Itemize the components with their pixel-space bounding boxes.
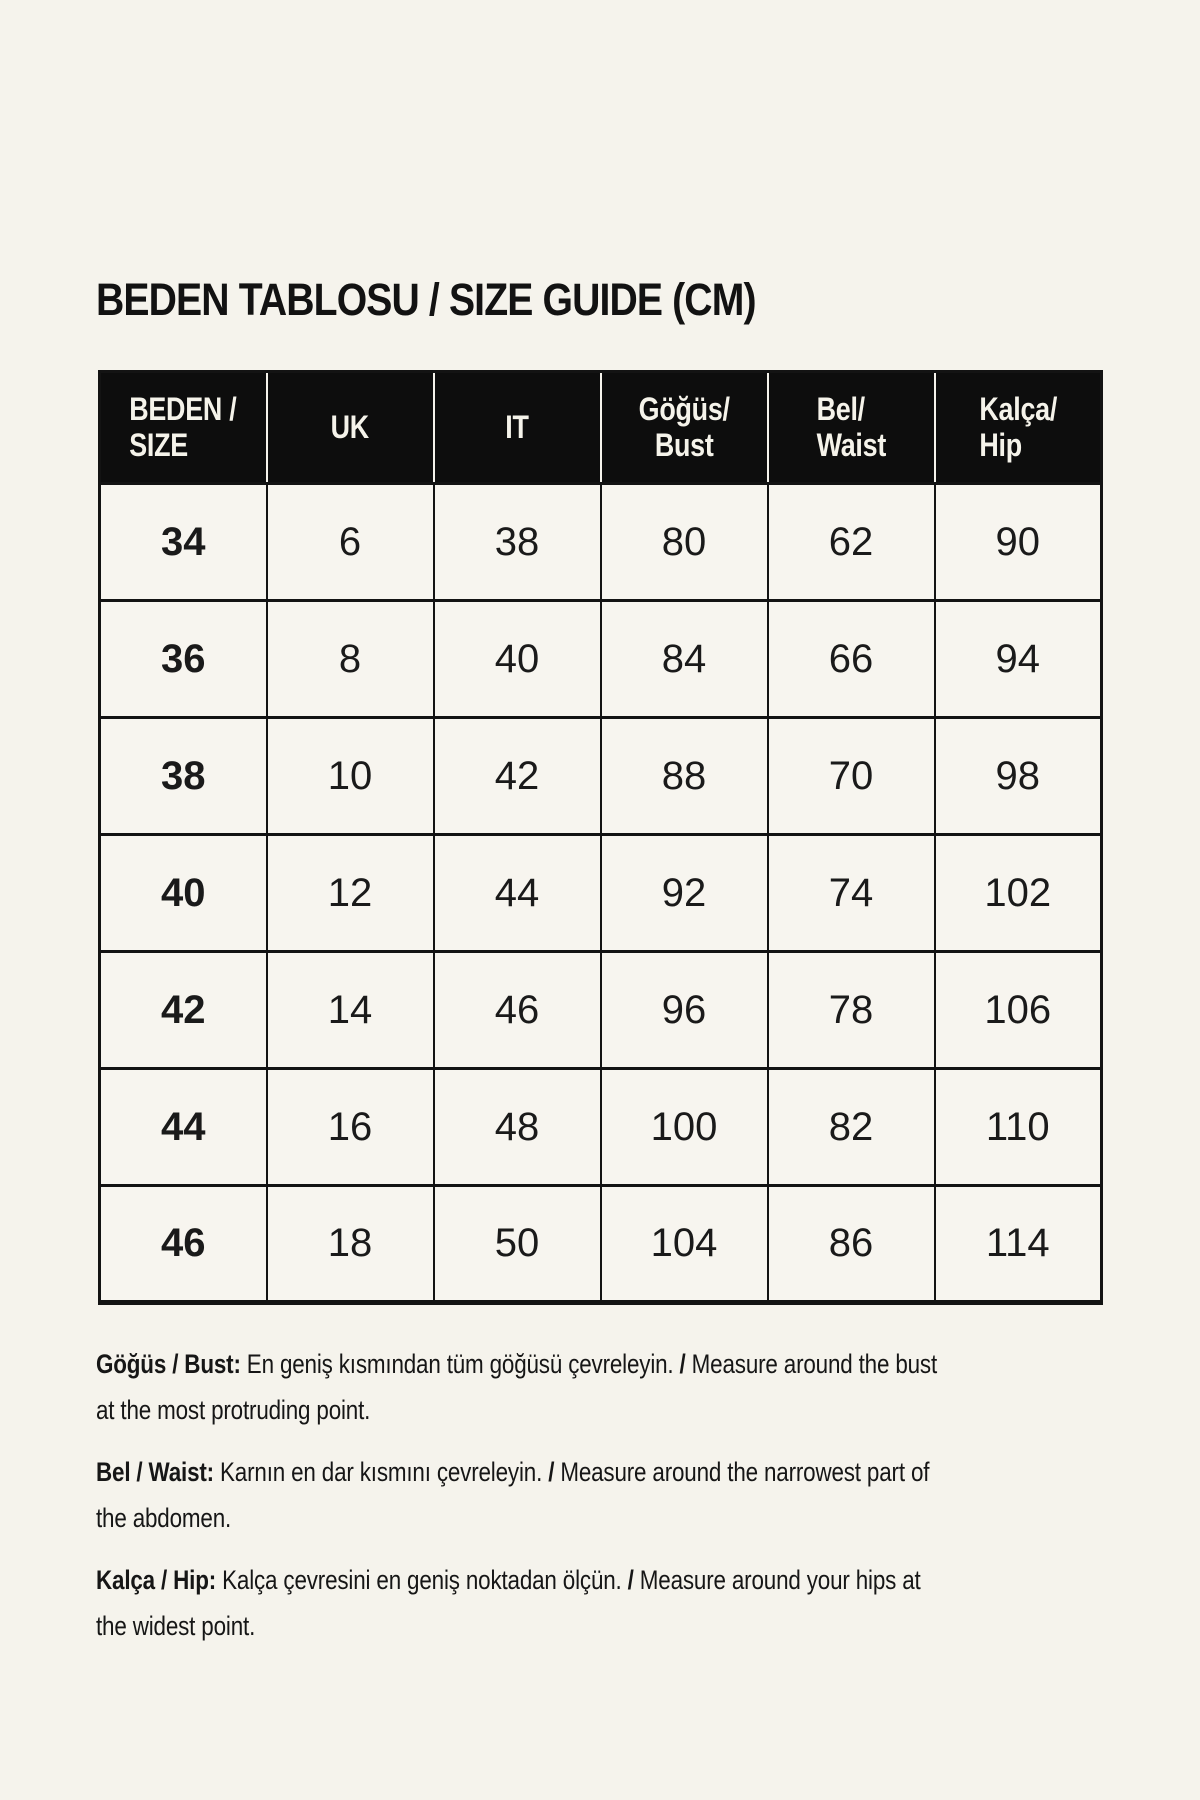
size-cell: 34 (100, 484, 267, 601)
value-cell: 6 (267, 484, 434, 601)
note-slash: / (548, 1457, 555, 1487)
note-slash: / (679, 1349, 686, 1379)
value-cell: 18 (267, 1186, 434, 1303)
note-text-tr: Karnın en dar kısmını çevreleyin. (213, 1457, 549, 1487)
table-row (100, 718, 1102, 835)
table-row (100, 835, 1102, 952)
col-header-hip (935, 372, 1102, 484)
size-guide-table (98, 370, 1103, 1305)
table-row (100, 601, 1102, 718)
size-cell: 46 (100, 1186, 267, 1303)
note-slash: / (627, 1565, 634, 1595)
value-cell: 70 (768, 718, 935, 835)
value-cell: 38 (434, 484, 601, 601)
value-cell: 50 (434, 1186, 601, 1303)
header-line: Bust (654, 427, 714, 463)
value-cell: 14 (267, 952, 434, 1069)
note-text-tr: Kalça çevresini en geniş noktadan ölçün. (216, 1565, 628, 1595)
value-cell: 102 (935, 835, 1102, 952)
header-line: Hip (978, 427, 1022, 463)
value-cell: 16 (267, 1069, 434, 1186)
col-header-beden-size (100, 372, 267, 484)
note-text-en: Measure around the narrowest part of (554, 1457, 930, 1487)
value-cell: 86 (768, 1186, 935, 1303)
note-label: Kalça / Hip: (96, 1565, 217, 1595)
note-line (96, 1449, 976, 1495)
header-line: Kalça/ (978, 391, 1057, 427)
value-cell: 100 (601, 1069, 768, 1186)
table-header (100, 372, 1102, 484)
header-line: Waist (816, 427, 886, 463)
value-cell: 10 (267, 718, 434, 835)
table-row (100, 952, 1102, 1069)
note-line (96, 1341, 976, 1387)
note-text-en: Measure around your hips at (633, 1565, 921, 1595)
table-row (100, 1186, 1102, 1303)
size-cell: 38 (100, 718, 267, 835)
value-cell: 92 (601, 835, 768, 952)
note-line (96, 1557, 976, 1603)
value-cell: 96 (601, 952, 768, 1069)
size-cell: 44 (100, 1069, 267, 1186)
table-body (100, 484, 1102, 1303)
header-line: IT (505, 409, 529, 445)
note-line: the widest point. (96, 1611, 256, 1641)
page-title: BEDEN TABLOSU / SIZE GUIDE (CM) (96, 274, 756, 325)
header-row (100, 372, 1102, 484)
value-cell: 8 (267, 601, 434, 718)
note-text-en: Measure around the bust (685, 1349, 938, 1379)
note-bust (96, 1341, 1156, 1433)
header-line: SIZE (129, 427, 189, 463)
value-cell: 42 (434, 718, 601, 835)
value-cell: 114 (935, 1186, 1102, 1303)
value-cell: 82 (768, 1069, 935, 1186)
value-cell: 90 (935, 484, 1102, 601)
header-line: Bel/ (816, 391, 865, 427)
value-cell: 94 (935, 601, 1102, 718)
note-line: the abdomen. (96, 1503, 232, 1533)
note-label: Göğüs / Bust: (96, 1349, 241, 1379)
col-header-waist (768, 372, 935, 484)
value-cell: 12 (267, 835, 434, 952)
measurement-notes (96, 1341, 1156, 1665)
value-cell: 44 (434, 835, 601, 952)
col-header-it (434, 372, 601, 484)
value-cell: 74 (768, 835, 935, 952)
table-row (100, 1069, 1102, 1186)
value-cell: 88 (601, 718, 768, 835)
value-cell: 106 (935, 952, 1102, 1069)
col-header-bust (601, 372, 768, 484)
table-row (100, 484, 1102, 601)
note-waist (96, 1449, 1156, 1541)
value-cell: 84 (601, 601, 768, 718)
value-cell: 78 (768, 952, 935, 1069)
col-header-uk (267, 372, 434, 484)
size-cell: 42 (100, 952, 267, 1069)
value-cell: 80 (601, 484, 768, 601)
size-cell: 40 (100, 835, 267, 952)
value-cell: 62 (768, 484, 935, 601)
value-cell: 40 (434, 601, 601, 718)
note-line: at the most protruding point. (96, 1395, 371, 1425)
note-text-tr: En geniş kısmından tüm göğüsü çevreleyin. (240, 1349, 680, 1379)
value-cell: 104 (601, 1186, 768, 1303)
value-cell: 48 (434, 1069, 601, 1186)
header-line: UK (330, 409, 370, 445)
header-line: BEDEN / (129, 391, 237, 427)
value-cell: 66 (768, 601, 935, 718)
value-cell: 46 (434, 952, 601, 1069)
note-label: Bel / Waist: (96, 1457, 214, 1487)
size-cell: 36 (100, 601, 267, 718)
value-cell: 110 (935, 1069, 1102, 1186)
note-hip (96, 1557, 1156, 1649)
header-line: Göğüs/ (638, 391, 730, 427)
value-cell: 98 (935, 718, 1102, 835)
